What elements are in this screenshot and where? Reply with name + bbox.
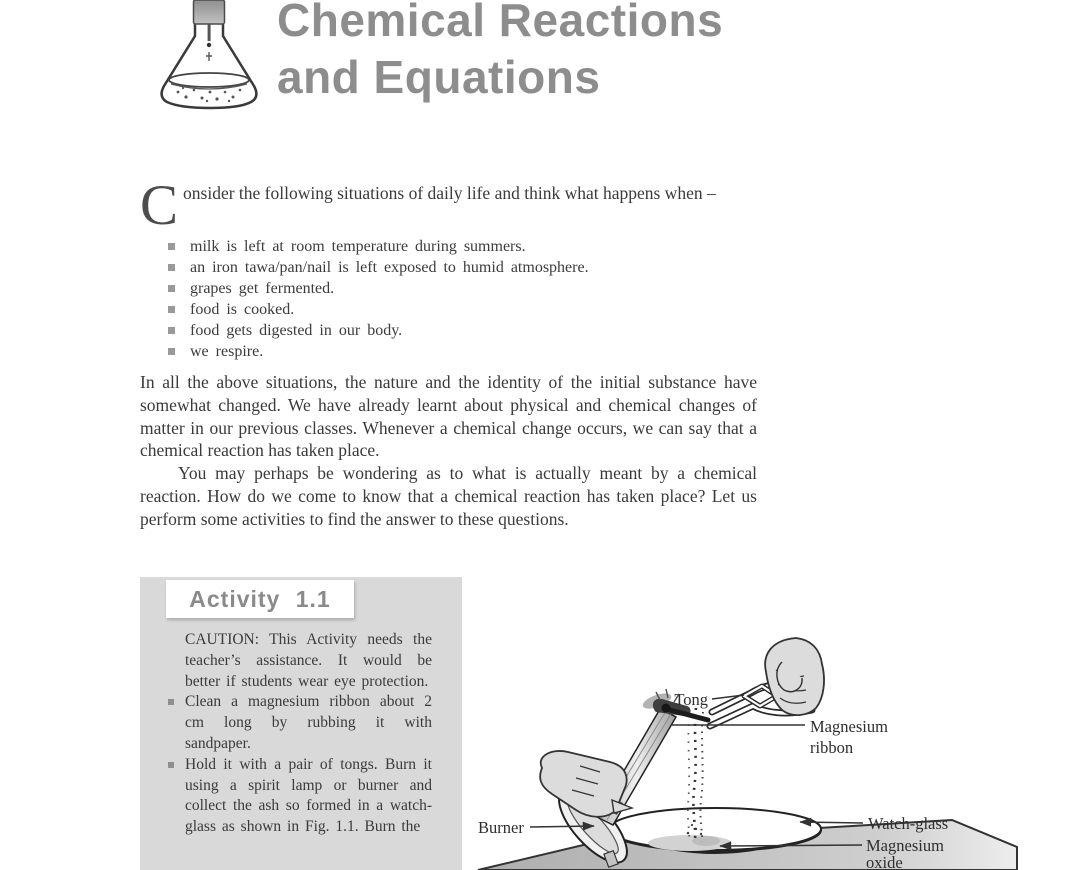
list-item: milk is left at room temperature during summers.	[168, 236, 768, 257]
label-magnesium-oxide-line1: Magnesium	[866, 836, 944, 855]
activity-title: Activity 1.1	[166, 580, 354, 618]
activity-step: Clean a magnesium ribbon about 2 cm long by rubbing it with sandpaper.	[185, 692, 432, 754]
chapter-title	[277, 0, 723, 106]
label-burner: Burner	[478, 818, 524, 837]
label-magnesium-ribbon-line2: ribbon	[810, 738, 854, 757]
list-item: food is cooked.	[168, 299, 768, 320]
magnesium-oxide-ash	[648, 835, 732, 851]
activity-steps	[185, 692, 432, 838]
intro-paragraph	[140, 174, 757, 237]
label-magnesium-ribbon-line1: Magnesium	[810, 717, 888, 736]
drop-cap: C	[140, 174, 179, 237]
activity-box	[140, 577, 462, 870]
list-item: food gets digested in our body.	[168, 320, 768, 341]
figure-burning-magnesium	[460, 620, 1080, 870]
list-item: grapes get fermented.	[168, 278, 768, 299]
label-tong: Tong	[674, 690, 708, 709]
flask-dropper	[208, 24, 211, 41]
left-hand	[540, 751, 632, 817]
body-paragraph-2: You may perhaps be wondering as to what is actually meant by a chemical reaction. How do we come to know that a chemical reaction has taken place? Let us perform some activities to find the answer to these questions.	[140, 463, 757, 529]
intro-text: onsider the following situations of daily life and think what happens when –	[183, 183, 716, 203]
list-item: we respire.	[168, 341, 768, 362]
erlenmeyer-flask-icon	[150, 0, 270, 119]
label-magnesium-oxide-line2: oxide	[866, 853, 903, 870]
right-hand	[765, 638, 824, 715]
chapter-title-line1: Chemical Reactions	[277, 0, 724, 46]
label-watch-glass: Watch-glass	[868, 814, 949, 833]
activity-content	[140, 630, 462, 838]
list-item: an iron tawa/pan/nail is left exposed to humid atmosphere.	[168, 257, 768, 278]
chapter-title-line2: and Equations	[277, 51, 601, 103]
body-paragraph-1: In all the above situations, the nature and the identity of the initial substance have somewhat changed. We have already learnt about physical and chemical changes of matter in our previous classes. Whenever a chemical change occurs, we can say that a chemical reaction has taken place.	[140, 372, 757, 461]
activity-caution: CAUTION: This Activity needs the teacher’s assistance. It would be better if students wear eye protection.	[185, 631, 432, 690]
situations-list	[168, 236, 768, 362]
activity-step: Hold it with a pair of tongs. Burn it using a spirit lamp or burner and collect the ash so formed in a watch-glass as shown in Fig. 1.1. Burn the	[185, 755, 432, 838]
flask-stopper	[194, 0, 225, 24]
